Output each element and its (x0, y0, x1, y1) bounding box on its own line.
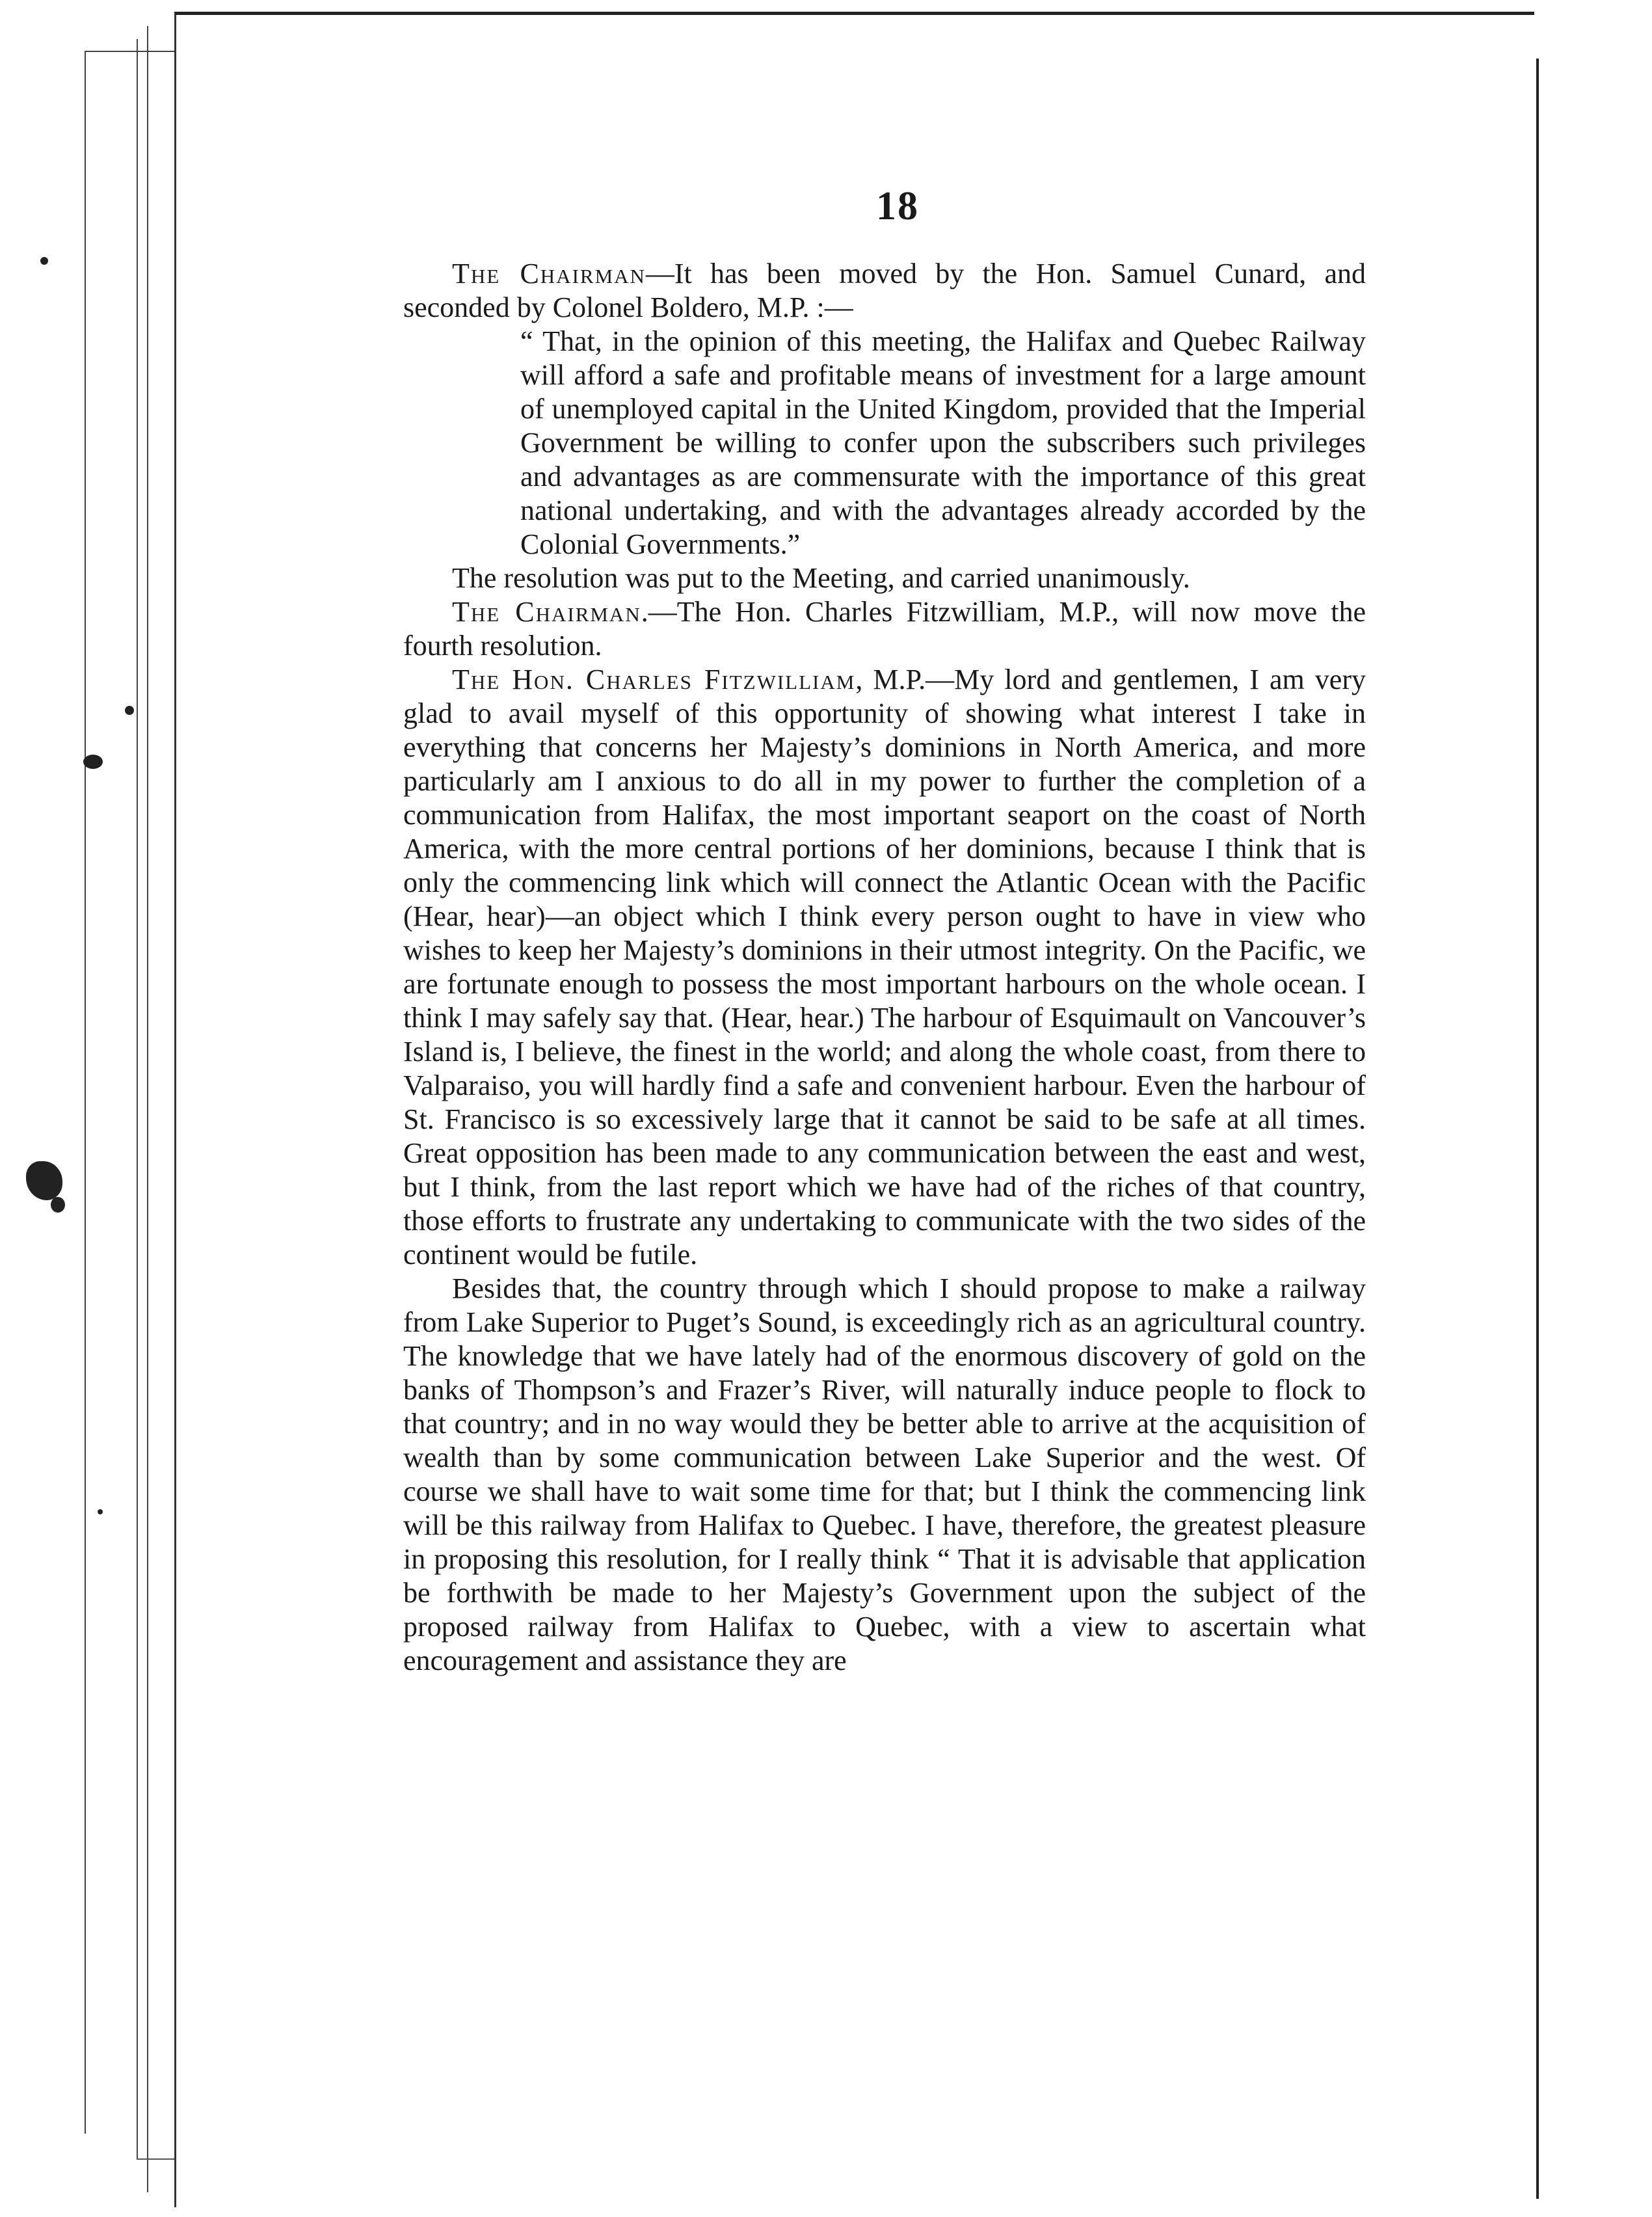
scan-speck (40, 257, 48, 265)
scan-speck (125, 706, 134, 715)
scan-speck (26, 1161, 62, 1200)
scan-speck (83, 755, 103, 769)
facing-page-edge (1536, 59, 1652, 2199)
page-stack-edge (137, 39, 144, 2160)
paragraph-text: Besides that, the country through which I should propose to make a railway from Lake Superior to Puget’s Sound, is exceedingly rich as an agricultural country. The knowledge that we have lately had of the enormous discovery of gold on the banks of Thompson’s and Frazer’s River, will naturally induce people to flock to that country; and in no way would they be better able to arrive at the acquisition of wealth than by some communication between Lake Superior and the west. Of course we shall have to wait some time for that; but I think the commencing link will be this railway from Halifax to Quebec. I have, therefore, the greatest pleasure in proposing this resolution, for I really think “ That it is advisable that application be forthwith be made to her Majesty’s Government upon the subject of the proposed railway from Halifax to Quebec, with a view to ascertain what encouragement and assistance they are (403, 1272, 1366, 1676)
paragraph-text: .—The Hon. Charles Fitzwilliam, M.P., will now move the fourth resolution. (403, 596, 1366, 662)
page-stack-edge (85, 52, 92, 2134)
resolution-quote (520, 325, 1366, 561)
paragraph (403, 663, 1366, 1272)
speaker-name: The Hon. Charles Fitzwilliam (452, 664, 856, 695)
body-text (403, 257, 1366, 1678)
page-number: 18 (876, 184, 919, 228)
page-stack-edge (147, 26, 155, 2192)
paragraph (403, 1272, 1366, 1678)
quote-text: “ That, in the opinion of this meeting, the Halifax and Quebec Railway will afford a safe and profitable means of investment for a large amount of unemployed capital in the United Kingdom, provided that the Imperial Government be willing to confer upon the subscribers such privileges and advantages as are commensurate with the importance of this great national undertaking, and with the advantages already accorded by the Colonial Governments.” (520, 325, 1366, 560)
scan-speck (51, 1197, 65, 1213)
paragraph-text: , M.P.—My lord and gentlemen, I am very glad to avail myself of this opportunity of showing what interest I take in everything that concerns her Majesty’s dominions in North America, and more particularly am I anxious to do all in my power to further the completion of a communication from Halifax, the most important seaport on the coast of North America, with the more central portions of her dominions, because I think that is only the commencing link which will connect the Atlantic Ocean with the Pacific (Hear, hear)—an object which I think every person ought to have in view who wishes to keep her Majesty’s dominions in their utmost integrity. On the Pacific, we are fortunate enough to possess the most important harbours on the whole ocean. I think I may safely say that. (Hear, hear.) The harbour of Esquimault on Vancouver’s Island is, I believe, the finest in the world; and along the whole coast, from there to Valparaiso, you will hardly find a safe and convenient harbour. Even the harbour of St. Francisco is so excessively large that it cannot be said to be safe at all times. Great opposition has been made to any communication between the east and west, but I think, from the last report which we have had of the riches of that country, those efforts to frustrate any undertaking to communicate with the two sides of the continent would be futile. (403, 664, 1366, 1270)
page-stack-edge (85, 51, 176, 52)
paragraph-text: —It has been moved by the Hon. Samuel Cunard, and seconded by Colonel Boldero, M.P. :— (403, 258, 1366, 323)
paragraph-text: The resolution was put to the Meeting, and carried unanimously. (452, 562, 1190, 594)
speaker-name: The Chairman (452, 258, 646, 289)
paragraph (403, 257, 1366, 325)
paragraph (403, 561, 1366, 595)
paragraph (403, 595, 1366, 663)
speaker-name: The Chairman (452, 596, 641, 628)
scan-speck (98, 1509, 103, 1514)
